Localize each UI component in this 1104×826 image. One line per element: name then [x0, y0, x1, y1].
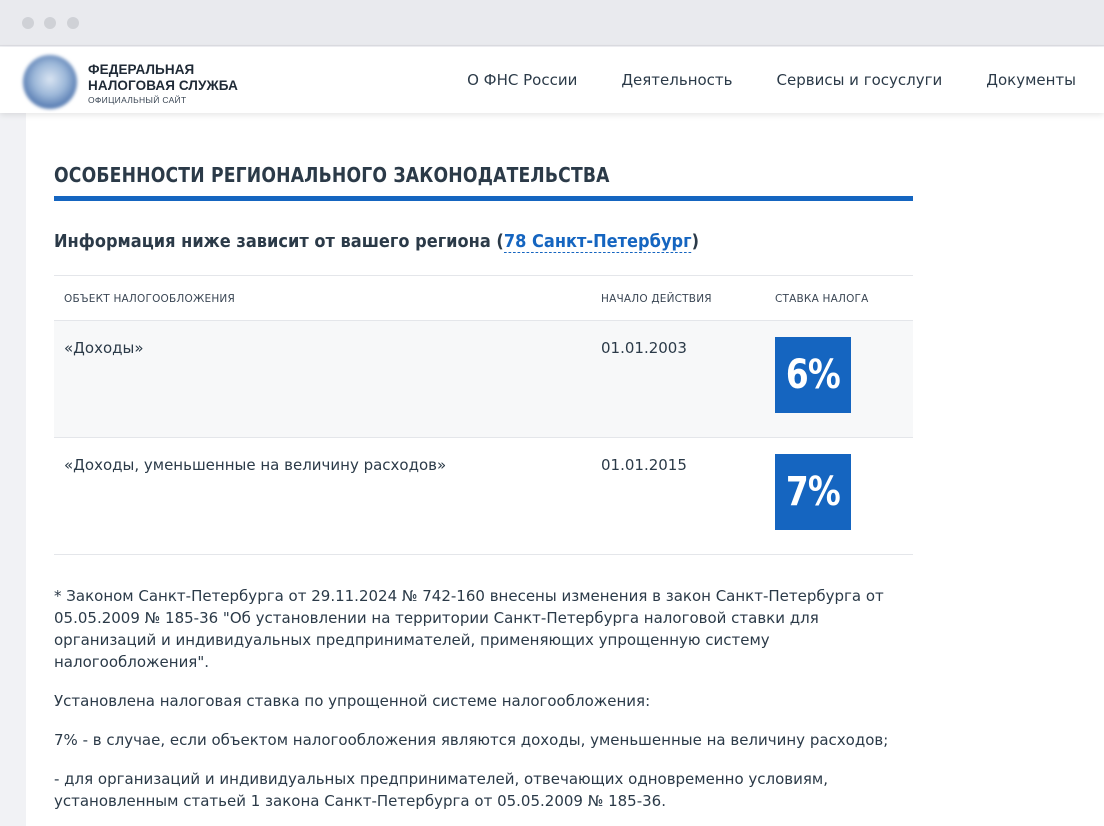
site-logo[interactable] — [88, 62, 238, 105]
rate-badge — [775, 454, 851, 530]
cell-object: «Доходы, уменьшенные на величину расходов» — [64, 456, 447, 474]
rate-value: 6% — [785, 352, 841, 398]
footnotes — [54, 585, 924, 826]
main-content — [26, 113, 1104, 826]
nav-item-activity[interactable]: Деятельность — [621, 71, 733, 89]
browser-chrome — [0, 0, 1104, 46]
page-title: ОСОБЕННОСТИ РЕГИОНАЛЬНОГО ЗАКОНОДАТЕЛЬСТВА — [54, 163, 610, 187]
site-header — [0, 47, 1104, 113]
note-applicability: - для организаций и индивидуальных предпринимателей, отвечающих одновременно условиям, установленным статьей 1 закона Санкт-Петербурга от 05.05.2009 № 185-36. — [54, 770, 828, 810]
note-rate-intro: Установлена налоговая ставка по упрощенной системе налогообложения: — [54, 692, 651, 710]
column-header-start: НАЧАЛО ДЕЙСТВИЯ — [601, 293, 712, 305]
window-close-dot[interactable] — [22, 17, 34, 29]
column-header-object: ОБЪЕКТ НАЛОГООБЛОЖЕНИЯ — [64, 293, 235, 305]
nav-item-documents[interactable]: Документы — [986, 71, 1076, 89]
logo-line-2: НАЛОГОВАЯ СЛУЖБА — [88, 78, 238, 93]
table-row — [54, 438, 913, 555]
nav-item-services[interactable]: Сервисы и госуслуги — [776, 71, 943, 89]
rate-badge — [775, 337, 851, 413]
tax-rates-table — [54, 275, 913, 555]
logo-line-1: ФЕДЕРАЛЬНАЯ — [88, 62, 195, 77]
nav-item-about[interactable]: О ФНС России — [467, 71, 578, 89]
note-rate-condition: 7% - в случае, если объектом налогообложения являются доходы, уменьшенные на величину расходов; — [54, 731, 889, 749]
cell-start-date: 01.01.2003 — [601, 339, 687, 357]
table-header — [54, 275, 913, 321]
main-nav — [423, 47, 1076, 113]
region-prefix: Информация ниже зависит от вашего региона ( — [54, 231, 504, 252]
cell-object: «Доходы» — [64, 339, 144, 357]
region-select-link[interactable]: 78 Санкт-Петербург — [503, 231, 692, 252]
title-divider — [54, 196, 913, 201]
cell-start-date: 01.01.2015 — [601, 456, 687, 474]
window-minimize-dot[interactable] — [44, 17, 56, 29]
column-header-rate: СТАВКА НАЛОГА — [775, 293, 869, 305]
region-info — [54, 231, 699, 252]
rate-value: 7% — [785, 469, 841, 515]
note-law-change: * Законом Санкт-Петербурга от 29.11.2024 № 742-160 внесены изменения в закон Санкт-Петербурга от 05.05.2009 № 185-36 "Об установлении на территории Санкт-Петербурга налоговой ставки для организаций и индивидуальных предпринимателей, применяющих упрощенную систему налогообложения". — [54, 587, 884, 671]
logo-subtitle: ОФИЦИАЛЬНЫЙ САЙТ — [88, 95, 187, 105]
table-row — [54, 321, 913, 438]
region-suffix: ) — [691, 231, 699, 252]
window-maximize-dot[interactable] — [67, 17, 79, 29]
fns-emblem-icon[interactable] — [23, 55, 77, 109]
